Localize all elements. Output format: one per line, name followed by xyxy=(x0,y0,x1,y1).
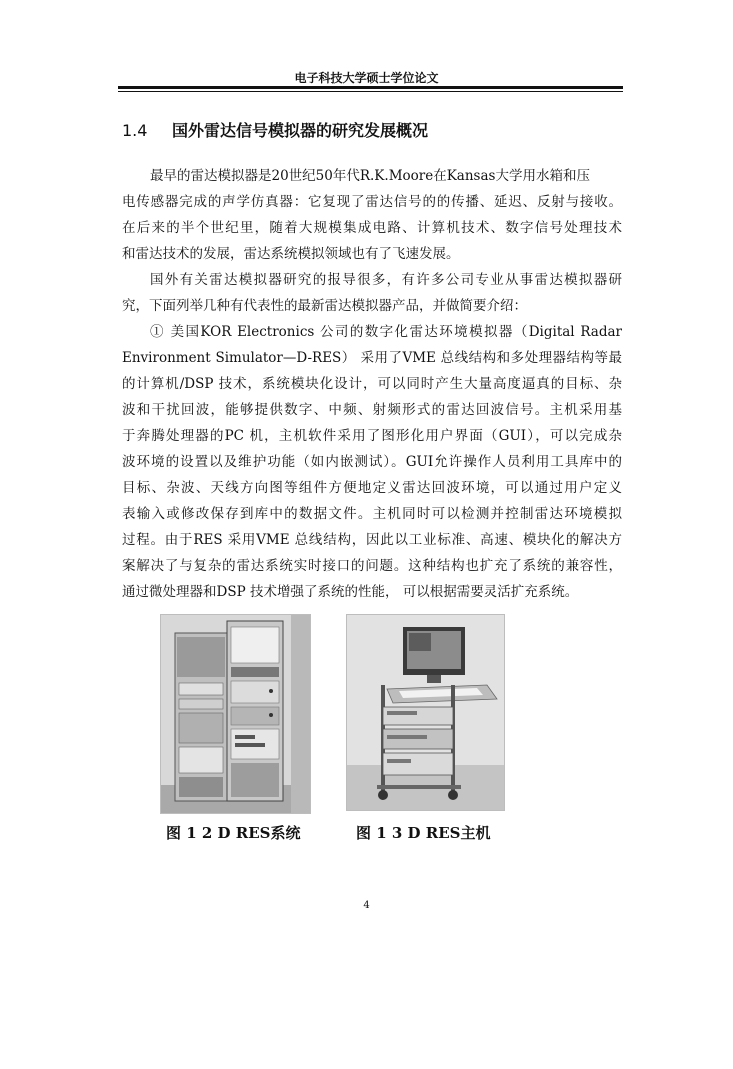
paragraph3-line: 波环境的设置以及维护功能（如内嵌测试）。GUI允许操作人员利用工具库中的 xyxy=(122,454,622,470)
paragraph3-line: 波和干扰回波，能够提供数字、中频、射频形式的雷达回波信号。主机采用基 xyxy=(122,402,622,418)
paragraph3-line: 目标、杂波、天线方向图等组件方便地定义雷达回波环境，可以通过用户定义 xyxy=(122,480,622,496)
paragraph3-line: 通过微处理器和DSP 技术增强了系统的性能， 可以根据需要灵活扩充系统。 xyxy=(122,584,579,600)
paragraph3-line: 于奔腾处理器的PC 机，主机软件采用了图形化用户界面（GUI），可以完成杂 xyxy=(122,428,622,444)
paragraph3-line: 过程。由于RES 采用VME 总线结构，因此以工业标准、高速、模块化的解决方 xyxy=(122,532,622,548)
paragraph2-line: 国外有关雷达模拟器研究的报导很多，有许多公司专业从事雷达模拟器研 xyxy=(150,272,622,288)
figure-caption: 图 1 2 D RES系统 xyxy=(166,824,301,842)
section-title: 国外雷达信号模拟器的研究发展概况 xyxy=(172,121,429,140)
paragraph3-line: 表输入或修改保存到库中的数据文件。主机同时可以检测并控制雷达环境模拟 xyxy=(122,506,622,522)
d-res-system-photo xyxy=(161,615,310,813)
paragraph1-line: 和雷达技术的发展，雷达系统模拟领域也有了飞速发展。 xyxy=(122,246,460,262)
figure-d-res-host xyxy=(346,614,505,811)
paragraph1-line: 在后来的半个世纪里，随着大规模集成电路、计算机技术、数字信号处理技术 xyxy=(122,220,622,236)
section-heading xyxy=(122,118,428,141)
d-res-host-photo xyxy=(347,615,504,810)
running-header: 电子科技大学硕士学位论文 xyxy=(294,71,439,85)
paragraph3-line: ① 美国KOR Electronics 公司的数字化雷达环境模拟器（Digital Radar xyxy=(150,324,622,340)
figure-d-res-system xyxy=(160,614,311,814)
header-rule-thick xyxy=(118,86,623,89)
page-number: 4 xyxy=(363,900,370,911)
paragraph1-line: 电传感器完成的声学仿真器：它复现了雷达信号的的传播、延迟、反射与接收。 xyxy=(122,194,622,210)
header-rule-thin xyxy=(118,91,623,92)
paragraph3-line: 的计算机/DSP 技术，系统模块化设计，可以同时产生大量高度逼真的目标、杂 xyxy=(122,376,622,392)
figure-caption: 图 1 3 D RES主机 xyxy=(356,824,491,842)
paragraph1-line: 最早的雷达模拟器是20世纪50年代R.K.Moore在Kansas大学用水箱和压 xyxy=(150,168,590,184)
paragraph2-line: 究，下面列举几种有代表性的最新雷达模拟器产品，并做简要介绍： xyxy=(122,298,527,314)
section-number: 1.4 xyxy=(122,121,148,140)
paragraph3-line: Environment Simulator—D-RES） 采用了VME 总线结构和多处理器结构等最 xyxy=(122,350,622,366)
paragraph3-line: 案解决了与复杂的雷达系统实时接口的问题。这种结构也扩充了系统的兼容性， xyxy=(122,558,622,574)
